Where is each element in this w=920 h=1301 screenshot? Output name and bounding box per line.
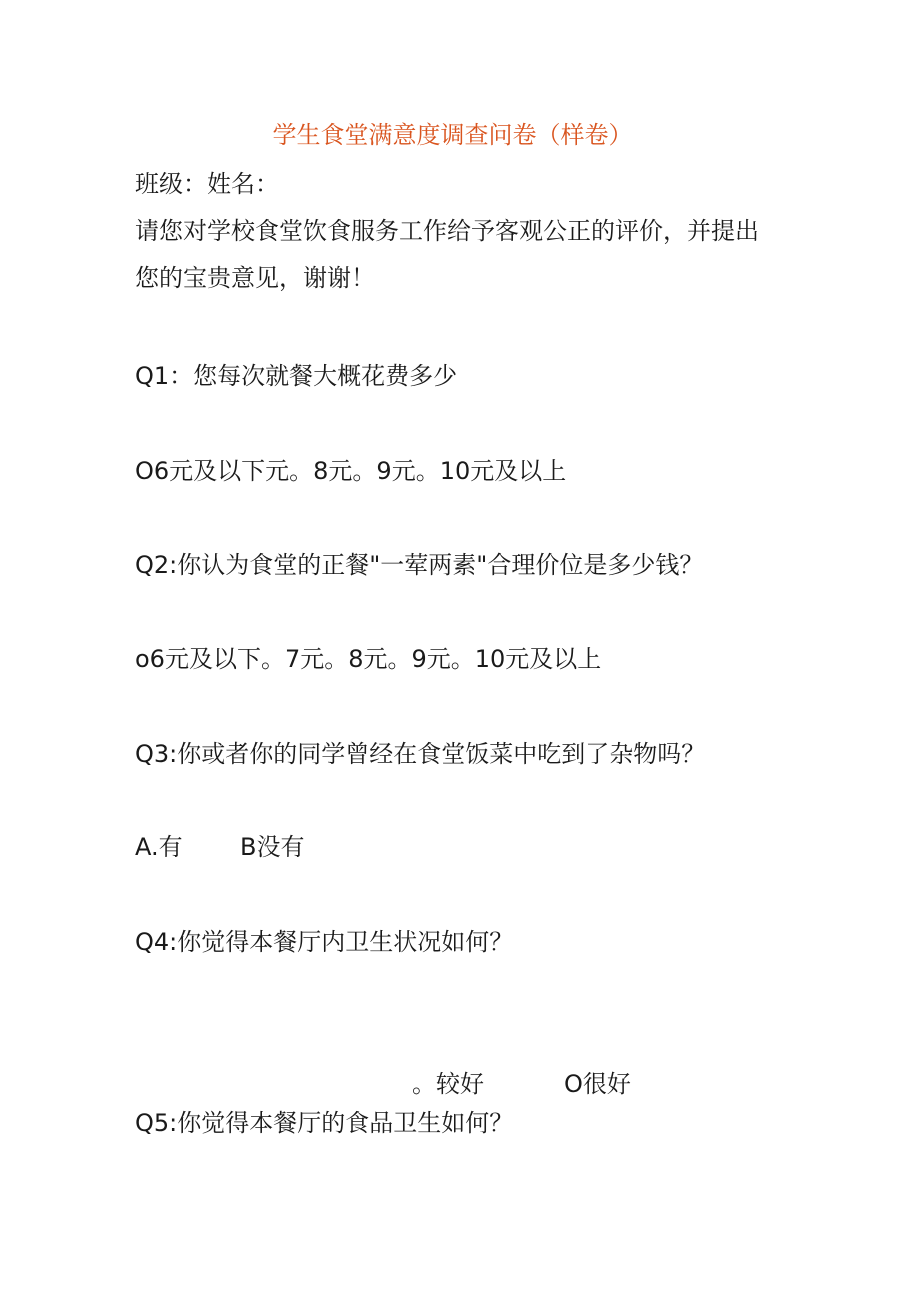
- options-q2: o6元及以下。7元。8元。9元。10元及以上: [135, 645, 602, 673]
- question-q1: Q1：您每次就餐大概花费多少: [135, 362, 458, 390]
- option-q3-a: A.有: [135, 833, 183, 861]
- intro-line-1: 请您对学校食堂饮食服务工作给予客观公正的评价，并提出: [135, 217, 759, 245]
- option-q3-b: B没有: [240, 833, 305, 861]
- survey-title: 学生食堂满意度调查问卷（样卷）: [272, 121, 633, 149]
- class-name-line: 班级：姓名：: [135, 170, 279, 198]
- question-q5: Q5:你觉得本餐厅的食品卫生如何？: [135, 1109, 514, 1137]
- option-q4-very-good: O很好: [564, 1070, 631, 1098]
- options-q1: O6元及以下元。8元。9元。10元及以上: [135, 457, 567, 485]
- intro-line-2: 您的宝贵意见，谢谢！: [135, 264, 375, 292]
- question-q4: Q4:你觉得本餐厅内卫生状况如何？: [135, 928, 514, 956]
- question-q3: Q3:你或者你的同学曾经在食堂饭菜中吃到了杂物吗？: [135, 740, 706, 768]
- option-q4-good: 。较好: [412, 1070, 484, 1098]
- question-q2: Q2:你认为食堂的正餐"一荤两素"合理价位是多少钱？: [135, 551, 704, 579]
